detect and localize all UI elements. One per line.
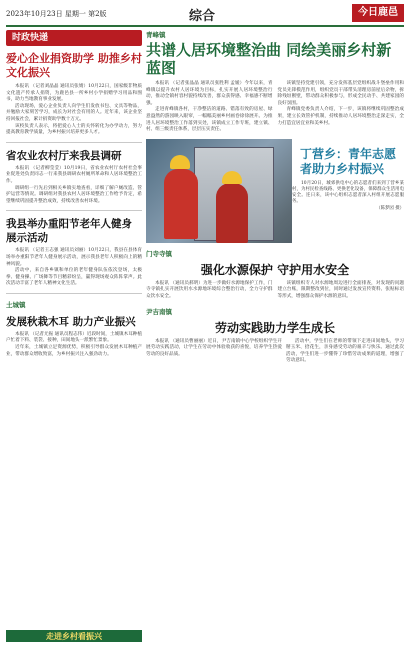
news-paragraph: 该校负责人表示，将把爱心人士的关怀转化为办学动力，努力提高教育教学质量，为乡村振兴培养更多人才。 [6, 123, 142, 136]
news-paragraph: 调研组一行先后到相关乡镇实地查看，详细了解户厕改造、管护运营等情况。调研组对我县农村人居环境整治工作给予肯定，希望继续巩固提升整治成效，持续改善农村环境。 [6, 185, 142, 204]
lead-article-body [146, 81, 404, 134]
article-paragraph: 活动中，学生们在老师的带领下走进田间地头，学习掰玉米、拾花生，亲身感受劳动的艰辛与快乐。通过此次活动，学生们进一步懂得了珍惜劳动成果的道理，增强了劳动意识。 [286, 338, 404, 364]
news-headline: 爱心企业捐资助学 助推乡村文化振兴 [6, 52, 142, 79]
place-label: 土城镇 [6, 300, 26, 309]
article-paragraph: 本报讯 （记者张晶晶 通讯员张胜利 孟媛）今年以来，青峰镇以提升农村人居环境为目标，扎实开展人居环境整治行动，推动全镇村容村貌持续改善，群众获得感、幸福感不断增强。 [146, 81, 273, 106]
place-label: 青峰镇 [146, 31, 166, 39]
page-header [6, 5, 404, 27]
news-item [6, 217, 142, 288]
photo-title: 丁营乡：青年志愿者助力乡村振兴 [300, 146, 397, 176]
news-paragraph: 本报讯 （记者尤振 通讯员程志伟）近段时间，土城镇木耳种植户忙着下料、装袋、接种，田间地头一派繁忙景象。 [6, 331, 142, 344]
article-headline: 强化水源保护 守护用水安全 [200, 262, 350, 277]
news-item [6, 300, 142, 358]
issue-date: 2023年10月23日 星期一 第2版 [6, 10, 107, 18]
right-column [146, 30, 404, 642]
article-headline: 劳动实践助力学生成长 [214, 320, 335, 335]
news-headline: 发展秋栽木耳 助力产业振兴 [6, 315, 136, 328]
article-paragraph: 青峰镇党委负责人介绍，下一步，该镇将继续巩固整治成果，建立长效管护机制，持续推动人居环境整治走深走实，全力打造宜居宜业和美乡村。 [277, 107, 404, 126]
news-paragraph: 本报讯 （记者王志强 通讯员刘丽）10月22日，我县在县体育场举办重阳节老年人健身展示活动，展示我县老年人积极向上的精神风貌。 [6, 248, 142, 267]
news-headline: 省农业农村厅来我县调研 [6, 149, 122, 162]
article-paragraph: 走进青峰镇各村，干净整洁的道路、错落有致的房屋、绿意盎然的游园映入眼帘，一幅幅美丽乡村画卷徐徐展开。为推进人居环境整治工作落到实处，该镇成立工作专班，建立镇、村、组三级责任体系，层层压实责任。 [146, 107, 273, 133]
divider [6, 142, 142, 143]
news-paragraph: 本报讯 （记者刘晶晶 通讯员张婧）10月22日，国家级非物质文化遗产传承人捐资，为鹿邑县一所乡村小学捐赠学习用品和图书，助力当地教育事业发展。 [6, 84, 142, 103]
news-paragraph: 活动现场，爱心企业负责人向学生们发放书包、文具等物品，并勉励大家刻苦学习，成长为对社会有用的人。近年来，该企业坚持回报社会，累计捐资助学数十万元。 [6, 103, 142, 122]
divider [6, 293, 142, 294]
worker-figure [216, 183, 248, 243]
photo-caption [292, 181, 404, 212]
place-label: 门寺寺镇 [146, 249, 172, 258]
news-headline: 我县举办重阳节老年人健身展示活动 [6, 218, 132, 245]
left-column [6, 30, 142, 642]
article-paragraph: 该镇坚持党建引领，充分发挥基层党组织战斗堡垒作用和党员先锋模范作用，组织党员干部带头清理房前屋后杂物，拆除残垣断壁，带动群众积极参与，形成全民动手、共建家园的良好氛围。 [277, 81, 404, 106]
lead-headline: 共谱人居环境整治曲 同绘美丽乡村新蓝图 [146, 41, 392, 77]
photo-caption-text: 10月20日，城郊供电中心的志愿者们来到丁营乡某村，为村民检查线路、更换老化设备，保障群众生活用电安全。连日来，该中心组织志愿者深入村组开展志愿服务。 [292, 180, 404, 205]
section-banner: 时政快递 [6, 30, 142, 46]
photo-credit: （陈梦园 摄） [376, 205, 404, 211]
news-photo [146, 139, 404, 243]
divider [6, 210, 142, 211]
article-paragraph: 本报讯 （通讯员曹丽丽）近日，尹吉南镇中心学校组织学生开展劳动实践活动，让学生在劳动中体验收获的喜悦，培养学生热爱劳动的良好品质。 [146, 338, 282, 357]
news-paragraph: 活动中，来自各乡镇和单位的老年健身队伍依次登场，太极拳、健身操、广场舞等节目精彩纷呈，赢得现场观众阵阵掌声。此次活动丰富了老年人精神文化生活。 [6, 268, 142, 287]
article-body [146, 339, 404, 431]
photo-caption-box [292, 139, 404, 243]
footer-banner: 走进乡村看振兴 [6, 630, 142, 642]
newspaper-logo: 今日鹿邑 [352, 4, 404, 22]
article-paragraph: 本报讯 （通讯员郝明）为进一步做好水源地保护工作，门寺寺镇扎实开展饮用水水源地环境综合整治行动，全力守护群众饮水安全。 [146, 280, 273, 299]
place-label: 尹吉南镇 [146, 307, 172, 316]
news-paragraph: 本报讯 （记者柳莹莹）10月19日，省农业农村厅农村社会事业促进处负责同志一行来我县调研农村厕所革命和人居环境整治工作。 [6, 165, 142, 184]
worker-figure [164, 169, 198, 239]
section-title: 综合 [189, 9, 216, 24]
article-body [146, 281, 404, 301]
article-paragraph: 该镇组织专人对水源地周边进行全面排查，对发现的问题建立台账，限期整改到位，同时通过发放宣传资料、张贴标语等形式，增强群众保护水源的意识。 [277, 280, 404, 299]
news-paragraph: 近年来，土城镇立足资源优势，积极引导群众发展木耳种植产业，带动群众增收致富，为乡村振兴注入强劲动力。 [6, 345, 142, 357]
news-item [6, 52, 142, 137]
news-item [6, 149, 142, 206]
